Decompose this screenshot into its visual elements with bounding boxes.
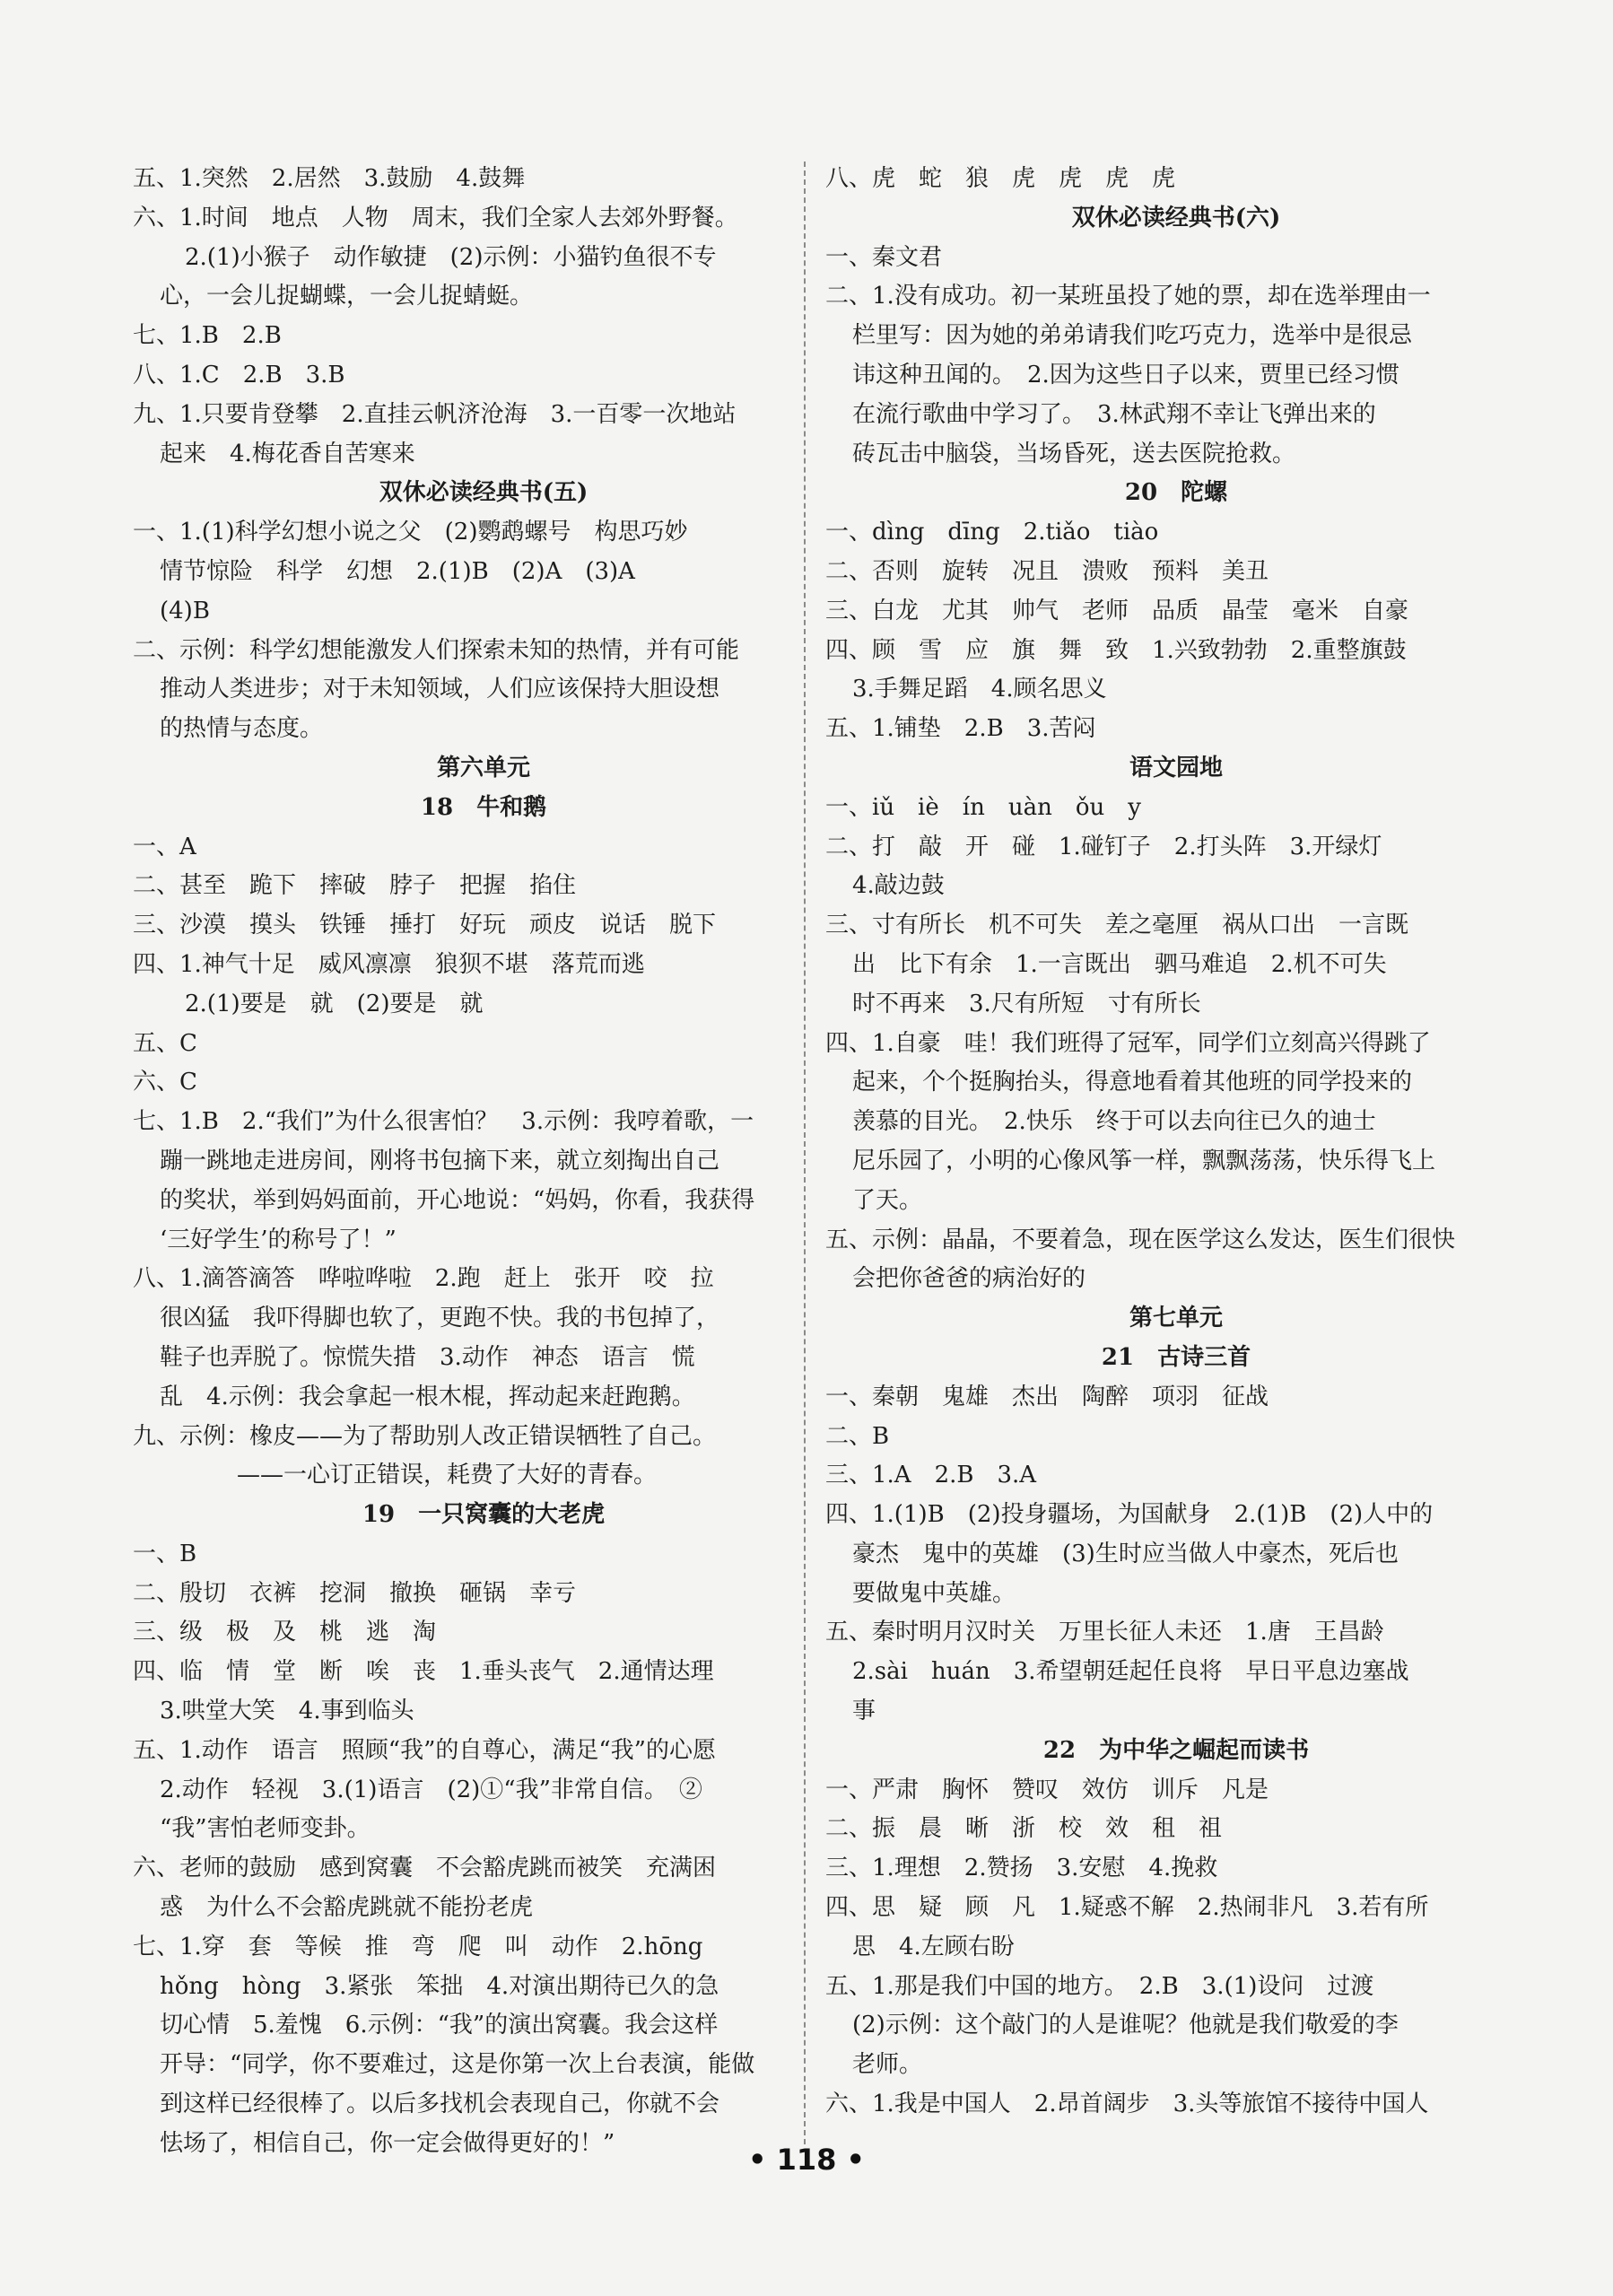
answer-line: 三、1.A 2.B 3.A — [825, 1462, 1037, 1489]
answer-line: 三、沙漠 摸头 铁锤 捶打 好玩 顽皮 说话 脱下 — [133, 912, 717, 939]
answer-line: 四、1.(1)B (2)投身疆场，为国献身 2.(1)B (2)人中的 — [825, 1501, 1434, 1529]
answer-line: 七、1.B 2.B — [133, 322, 282, 350]
answer-line: 一、严肃 胸怀 赞叹 效仿 训斥 凡是 — [825, 1776, 1269, 1803]
answer-line: 情节惊险 科学 幻想 2.(1)B (2)A (3)A — [160, 557, 635, 585]
answer-line: 二、1.没有成功。初一某班虽投了她的票，却在选举理由一 — [825, 283, 1431, 310]
section-heading: 19 一只窝囊的大老虎 — [362, 1501, 606, 1529]
answer-line: 一、iǔ iè ín uàn ǒu y — [825, 793, 1141, 821]
answer-line: 六、1.我是中国人 2.昂首阔步 3.头等旅馆不接待中国人 — [825, 2091, 1429, 2118]
answer-line: 四、1.神气十足 威风凛凛 狼狈不堪 落荒而逃 — [133, 950, 645, 978]
answer-line: 2.(1)小猴子 动作敏捷 (2)示例：小猫钓鱼很不专 — [185, 243, 717, 271]
answer-line: 在流行歌曲中学习了。 3.林武翔不幸让飞弹出来的 — [852, 400, 1376, 428]
section-heading: 20 陀螺 — [1124, 479, 1228, 507]
answer-line: 二、否则 旋转 况且 溃败 预料 美丑 — [825, 557, 1269, 585]
section-heading: 22 为中华之崛起而读书 — [1042, 1736, 1310, 1764]
answer-line: 六、老师的鼓励 感到窝囊 不会豁虎跳而被笑 充满困 — [133, 1855, 717, 1882]
left-column — [133, 160, 834, 2164]
answer-line: 会把你爸爸的病治好的 — [852, 1265, 1086, 1293]
answer-line: 一、秦文君 — [825, 243, 943, 271]
answer-line: ——一心订正错误，耗费了大好的青春。 — [237, 1462, 658, 1489]
answer-line: 到这样已经很棒了。以后多找机会表现自己，你就不会 — [160, 2091, 720, 2118]
answer-line: 七、1.B 2.“我们”为什么很害怕？ 3.示例：我哼着歌，一 — [133, 1108, 754, 1136]
answer-line: 起来 4.梅花香自苦寒来 — [160, 440, 415, 467]
answer-line: 三、1.理想 2.赞扬 3.安慰 4.挽救 — [825, 1855, 1218, 1882]
answer-line: (2)示例：这个敲门的人是谁呢？他就是我们敬爱的李 — [852, 2012, 1399, 2039]
right-column — [825, 160, 1527, 2125]
answer-line: 二、示例：科学幻想能激发人们探索未知的热情，并有可能 — [133, 636, 740, 664]
answer-line: 四、思 疑 顾 凡 1.疑惑不解 2.热闹非凡 3.若有所 — [825, 1894, 1429, 1922]
answer-line: 鞋子也弄脱了。惊慌失措 3.动作 神态 语言 慌 — [160, 1343, 695, 1371]
answer-line: 豪杰 鬼中的英雄 (3)生时应当做人中豪杰，死后也 — [852, 1540, 1399, 1567]
answer-line: 二、甚至 跪下 摔破 脖子 把握 掐住 — [133, 872, 577, 900]
answer-line: 2.(1)要是 就 (2)要是 就 — [185, 990, 484, 1017]
answer-line: 2.动作 轻视 3.(1)语言 (2)①“我”非常自信。 ② — [160, 1776, 702, 1803]
answer-line: ‘三好学生’的称号了！” — [160, 1226, 397, 1253]
answer-line: 三、白龙 尤其 帅气 老师 品质 晶莹 毫米 自豪 — [825, 597, 1409, 624]
section-heading: 双休必读经典书(五) — [379, 479, 589, 507]
answer-line: 二、打 敲 开 碰 1.碰钉子 2.打头阵 3.开绿灯 — [825, 833, 1382, 860]
answer-line: 讳这种丑闻的。 2.因为这些日子以来，贾里已经习惯 — [852, 361, 1399, 388]
answer-line: 四、顾 雪 应 旗 舞 致 1.兴致勃勃 2.重整旗鼓 — [825, 636, 1407, 664]
answer-line: 二、B — [825, 1422, 890, 1450]
answer-line: 怯场了，相信自己，你一定会做得更好的！” — [160, 2129, 615, 2157]
answer-line: 尼乐园了，小明的心像风筝一样，飘飘荡荡，快乐得飞上 — [852, 1147, 1436, 1174]
answer-line: 很凶猛 我吓得脚也软了，更跑不快。我的书包掉了， — [160, 1305, 720, 1332]
answer-line: 时不再来 3.尺有所短 寸有所长 — [852, 990, 1201, 1017]
answer-line: hǒng hòng 3.紧张 笨拙 4.对演出期待已久的急 — [160, 1972, 719, 2000]
answer-line: 出 比下有余 1.一言既出 驷马难追 2.机不可失 — [852, 950, 1387, 978]
answer-line: 3.手舞足蹈 4.顾名思义 — [852, 676, 1107, 703]
answer-line: 五、1.动作 语言 照顾“我”的自尊心，满足“我”的心愿 — [133, 1736, 716, 1764]
answer-line: 乱 4.示例：我会拿起一根木棍，挥动起来赶跑鹅。 — [160, 1383, 695, 1410]
answer-line: 五、1.突然 2.居然 3.鼓励 4.鼓舞 — [133, 165, 526, 192]
answer-line: 四、1.自豪 哇！我们班得了冠军，同学们立刻高兴得跳了 — [825, 1029, 1431, 1057]
answer-line: 一、dìng dīng 2.tiǎo tiào — [825, 519, 1159, 546]
answer-line: 一、B — [133, 1540, 197, 1567]
answer-line: 羡慕的目光。 2.快乐 终于可以去向往已久的迪士 — [852, 1108, 1376, 1136]
answer-line: 一、A — [133, 833, 196, 860]
answer-line: 要做鬼中英雄。 — [852, 1579, 1016, 1607]
answer-line: 八、1.C 2.B 3.B — [133, 361, 345, 388]
answer-line: 八、1.滴答滴答 哗啦哗啦 2.跑 赶上 张开 咬 拉 — [133, 1265, 714, 1293]
answer-line: 蹦一跳地走进房间，刚将书包摘下来，就立刻掏出自己 — [160, 1147, 720, 1174]
section-heading: 双休必读经典书(六) — [1071, 204, 1281, 231]
column-divider — [804, 162, 806, 2144]
answer-line: 的热情与态度。 — [160, 715, 324, 743]
answer-line: 砖瓦击中脑袋，当场昏死，送去医院抢救。 — [852, 440, 1296, 467]
answer-line: 八、虎 蛇 狼 虎 虎 虎 虎 — [825, 165, 1176, 192]
answer-line: 心，一会儿捉蝴蝶，一会儿捉蜻蜓。 — [160, 283, 534, 310]
answer-line: 一、秦朝 鬼雄 杰出 陶醉 项羽 征战 — [825, 1383, 1269, 1410]
answer-line: 惑 为什么不会豁虎跳就不能扮老虎 — [160, 1894, 534, 1922]
answer-line: 了天。 — [852, 1186, 923, 1214]
answer-line: 九、1.只要肯登攀 2.直挂云帆济沧海 3.一百零一次地站 — [133, 400, 737, 428]
answer-line: 五、秦时明月汉时关 万里长征人未还 1.唐 王昌龄 — [825, 1619, 1384, 1646]
answer-line: 的奖状，举到妈妈面前，开心地说：“妈妈，你看，我获得 — [160, 1186, 755, 1214]
answer-line: “我”害怕老师变卦。 — [160, 1815, 371, 1843]
section-heading: 第七单元 — [1129, 1305, 1223, 1332]
answer-line: 六、1.时间 地点 人物 周末，我们全家人去郊外野餐。 — [133, 204, 738, 231]
answer-line: 一、1.(1)科学幻想小说之父 (2)鹦鹉螺号 构思巧妙 — [133, 519, 688, 546]
answer-line: 事 — [852, 1698, 876, 1725]
answer-line: 二、殷切 衣裤 挖洞 撤换 砸锅 幸亏 — [133, 1579, 577, 1607]
section-heading: 18 牛和鹅 — [420, 793, 547, 821]
answer-line: 切心情 5.羞愧 6.示例：“我”的演出窝囊。我会这样 — [160, 2012, 719, 2039]
answer-line: 五、C — [133, 1029, 197, 1057]
answer-line: 七、1.穿 套 等候 推 弯 爬 叫 动作 2.hōng — [133, 1933, 703, 1960]
answer-line: 三、级 极 及 桃 逃 淘 — [133, 1619, 437, 1646]
answer-line: 3.哄堂大笑 4.事到临头 — [160, 1698, 414, 1725]
answer-line: 五、示例：晶晶，不要着急，现在医学这么发达，医生们很快 — [825, 1226, 1456, 1253]
answer-line: 老师。 — [852, 2051, 923, 2079]
section-heading: 第六单元 — [436, 754, 530, 781]
answer-line: 推动人类进步；对于未知领域，人们应该保持大胆设想 — [160, 676, 720, 703]
answer-line: 九、示例：橡皮——为了帮助别人改正错误牺牲了自己。 — [133, 1422, 717, 1450]
answer-line: 四、临 情 堂 断 唉 丧 1.垂头丧气 2.通情达理 — [133, 1658, 714, 1686]
answer-line: 三、寸有所长 机不可失 差之毫厘 祸从口出 一言既 — [825, 912, 1409, 939]
answer-line: 六、C — [133, 1069, 197, 1096]
answer-line: 栏里写：因为她的弟弟请我们吃巧克力，选举中是很忌 — [852, 322, 1413, 350]
answer-line: 思 4.左顾右盼 — [852, 1933, 1015, 1960]
page-number: • 118 • — [748, 2143, 865, 2177]
answer-line: 2.sài huán 3.希望朝廷起任良将 早日平息边塞战 — [852, 1658, 1409, 1686]
answer-line: (4)B — [160, 597, 210, 624]
answer-line: 五、1.那是我们中国的地方。 2.B 3.(1)设问 过渡 — [825, 1972, 1374, 2000]
answer-line: 五、1.铺垫 2.B 3.苦闷 — [825, 715, 1096, 743]
answer-line: 4.敲边鼓 — [852, 872, 945, 900]
section-heading: 21 古诗三首 — [1101, 1343, 1251, 1371]
answer-line: 起来，个个挺胸抬头，得意地看着其他班的同学投来的 — [852, 1069, 1413, 1096]
answer-line: 二、振 晨 晰 浙 校 效 租 祖 — [825, 1815, 1223, 1843]
answer-line: 开导：“同学，你不要难过，这是你第一次上台表演，能做 — [160, 2051, 755, 2079]
section-heading: 语文园地 — [1129, 754, 1223, 781]
